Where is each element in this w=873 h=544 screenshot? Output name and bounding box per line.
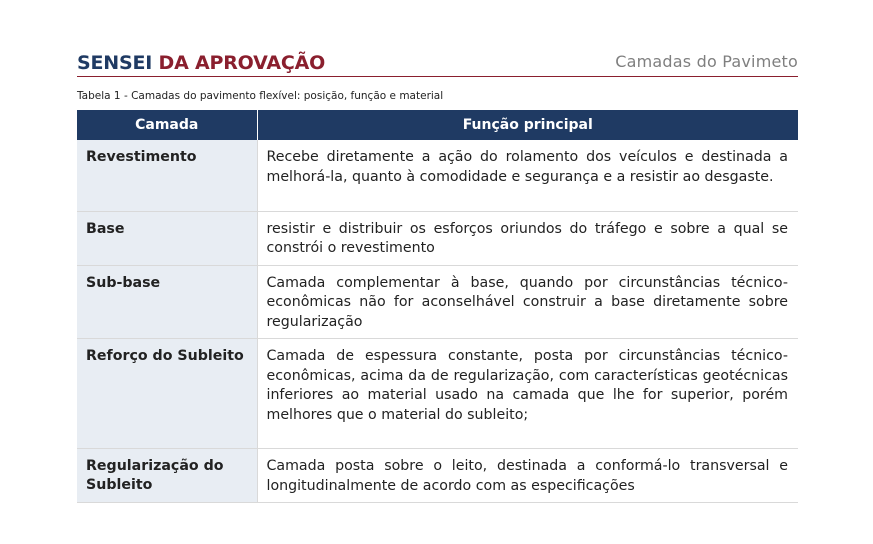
table-row (77, 339, 798, 449)
layer-function-cell: Camada posta sobre o leito, destinada a conformá-lo transversal e longitudinalmente de acordo com as especificações (257, 449, 798, 503)
layer-name-cell: Sub-base (77, 265, 257, 339)
column-header-layer: Camada (77, 110, 257, 140)
table-row (77, 211, 798, 265)
document-title: Camadas do Pavimeto (615, 52, 798, 71)
table-caption: Tabela 1 - Camadas do pavimento flexível: posição, função e material (77, 90, 444, 102)
brand-part-1: SENSEI (77, 52, 153, 74)
table-row (77, 140, 798, 211)
layer-function-cell: Camada de espessura constante, posta por circunstâncias técnico-econômicas, acima da de regularização, com características geotécnicas inferiores ao material usado na camada que lhe for superior, porém melhores que o material do subleito; (257, 339, 798, 449)
layer-name-cell: Revestimento (77, 140, 257, 211)
layer-function-cell: resistir e distribuir os esforços oriundos do tráfego e sobre a qual se constrói o revestimento (257, 211, 798, 265)
layer-name-cell: Base (77, 211, 257, 265)
layer-function-cell: Recebe diretamente a ação do rolamento dos veículos e destinada a melhorá-la, quanto à comodidade e segurança e a resistir ao desgaste. (257, 140, 798, 211)
table-header-row (77, 110, 798, 140)
layer-name-cell: Reforço do Subleito (77, 339, 257, 449)
brand-logo-text (77, 52, 325, 74)
page-header (77, 49, 798, 77)
table-row (77, 449, 798, 503)
column-header-function: Função principal (257, 110, 798, 140)
pavement-layers-table (77, 110, 798, 503)
table-row (77, 265, 798, 339)
layer-name-cell: Regularização do Subleito (77, 449, 257, 503)
brand-part-2: DA APROVAÇÃO (158, 52, 326, 74)
layer-function-cell: Camada complementar à base, quando por circunstâncias técnico-econômicas não for aconselhável construir a base diretamente sobre regularização (257, 265, 798, 339)
